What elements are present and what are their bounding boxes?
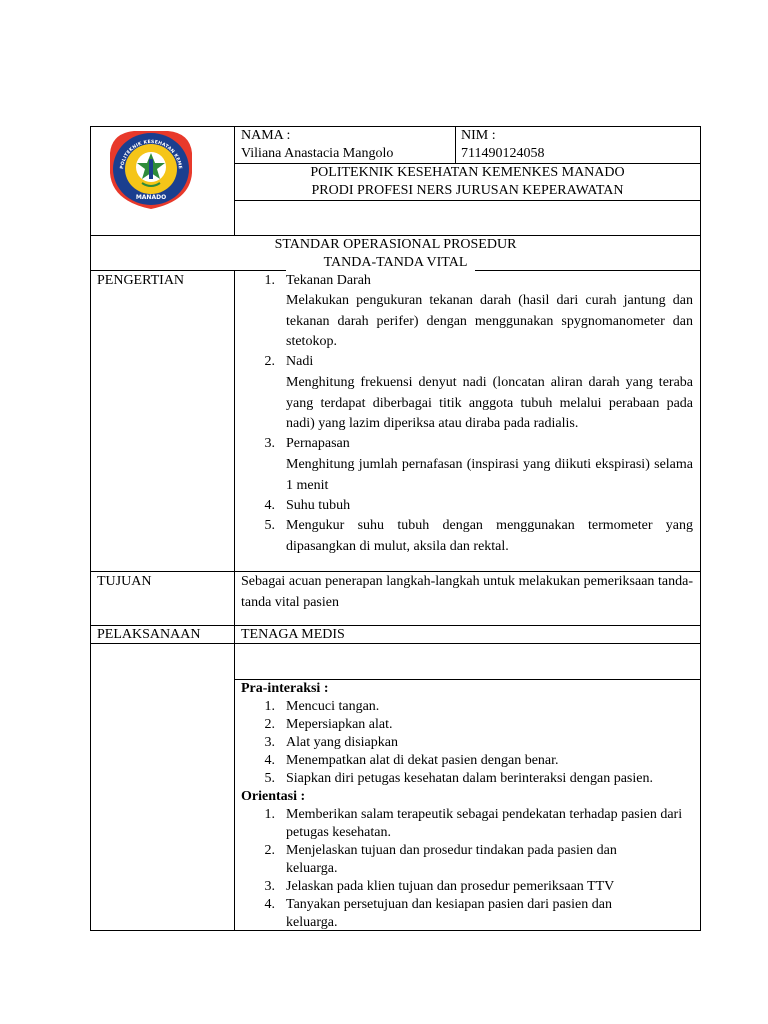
sop-title-line1: STANDAR OPERASIONAL PROSEDUR [274,237,517,252]
list-number: 2. [264,717,275,732]
list-number: 5. [264,771,275,786]
pengertian-item-title: Pernapasan [286,436,350,451]
pengertian-num: 3. [264,436,275,451]
institution-line1: POLITEKNIK KESEHATAN KEMENKES MANADO [310,165,625,180]
tujuan-label: TUJUAN [97,574,152,589]
list-item: Memberikan salam terapeutik sebagai pendekatan terhadap pasien dari petugas kesehatan. [286,807,683,840]
list-number: 3. [264,735,275,750]
nama-value: Viliana Anastacia Mangolo [241,146,394,161]
list-number: 2. [264,843,275,858]
sop-title-line2: TANDA-TANDA VITAL [323,255,468,270]
list-item: Mepersiapkan alat. [286,717,393,732]
institution-logo [104,127,198,211]
pengertian-num: 5. [264,518,275,533]
list-number: 4. [264,753,275,768]
institution-line2: PRODI PROFESI NERS JURUSAN KEPERAWATAN [311,183,624,198]
pengertian-item-title: Mengukur suhu tubuh dengan menggunakan termometer yang dipasangkan di mulut, aksila dan rektal. [286,518,693,554]
pengertian-item-text: Menghitung jumlah pernafasan (inspirasi yang diikuti ekspirasi) selama 1 menit [286,457,693,493]
pengertian-item-text: Melakukan pengukuran tekanan darah (hasil dari curah jantung dan tekanan darah perifer) dengan menggunakan spygnomanometer dan stetokop. [286,293,693,349]
pengertian-label: PENGERTIAN [97,273,185,288]
pelaksanaan-label: PELAKSANAAN [97,627,201,642]
pengertian-item-title: Tekanan Darah [286,273,371,288]
pengertian-num: 4. [264,498,275,513]
pra-interaksi-heading: Pra-interaksi : [241,681,329,696]
logo-city-text: MANADO [135,194,167,201]
list-item: Mencuci tangan. [286,699,380,714]
pengertian-num: 1. [264,273,275,288]
list-item: Jelaskan pada klien tujuan dan prosedur pemeriksaan TTV [286,879,615,894]
nim-value: 711490124058 [461,146,545,161]
nim-label: NIM : [461,128,496,143]
tujuan-text: Sebagai acuan penerapan langkah-langkah untuk melakukan pemeriksaan tanda-tanda vital pasien [241,574,693,610]
pengertian-num: 2. [264,354,275,369]
list-number: 1. [264,807,275,822]
list-number: 3. [264,879,275,894]
list-item: Menempatkan alat di dekat pasien dengan benar. [286,753,559,768]
list-item: Siapkan diri petugas kesehatan dalam berinteraksi dengan pasien. [286,771,653,786]
list-item: Alat yang disiapkan [286,735,398,750]
list-number: 1. [264,699,275,714]
nama-label: NAMA : [241,128,291,143]
list-item: Tanyakan persetujuan dan kesiapan pasien dari pasien dan keluarga. [286,897,612,930]
pengertian-item-title: Suhu tubuh [286,498,351,513]
pelaksanaan-value: TENAGA MEDIS [241,627,345,642]
list-number: 4. [264,897,275,912]
list-item: Menjelaskan tujuan dan prosedur tindakan pada pasien dan keluarga. [286,843,617,876]
pengertian-item-title: Nadi [286,354,314,369]
orientasi-heading: Orientasi : [241,789,306,804]
pengertian-item-text: Menghitung frekuensi denyut nadi (loncatan aliran darah yang teraba yang terdapat diberbagai titik anggota tubuh melalui perabaan pada nadi) yang lazim diperiksa atau diraba pada radialis. [286,375,693,431]
logo-ring-text: POLITEKNIK KESEHATAN KEME [120,139,182,170]
